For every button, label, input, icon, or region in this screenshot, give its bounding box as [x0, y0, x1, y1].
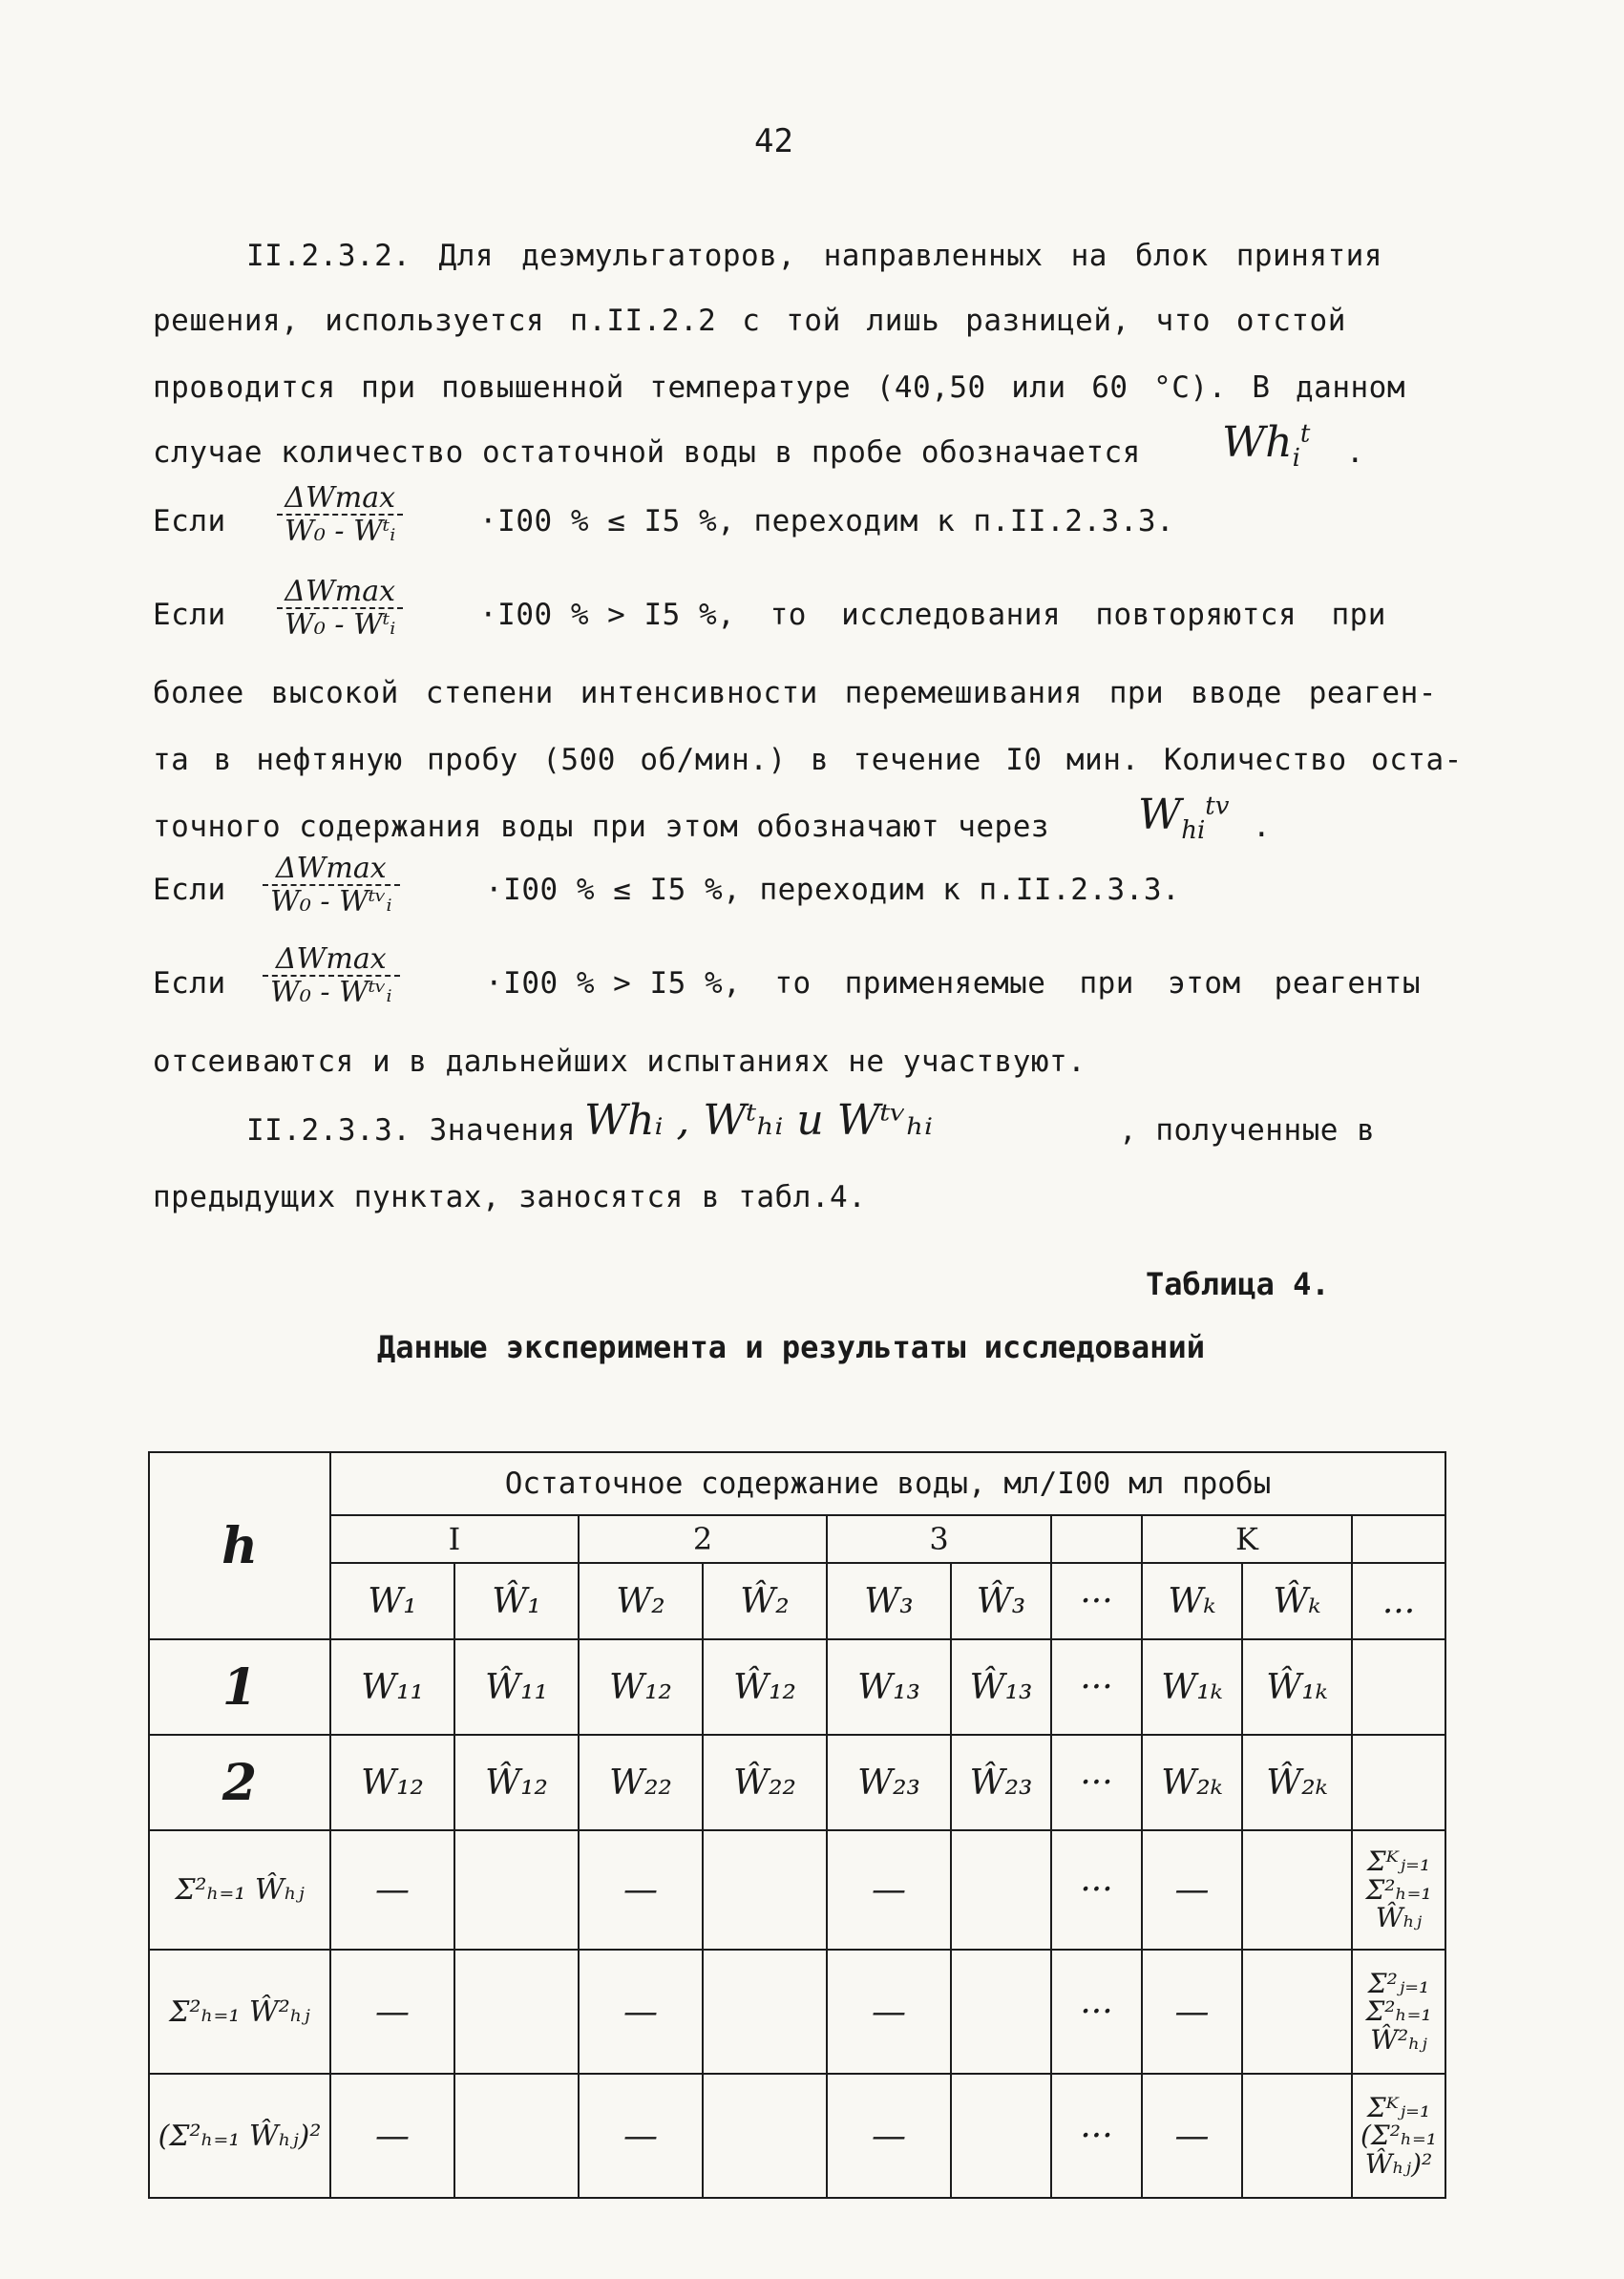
table-cell — [703, 1830, 827, 1950]
paragraph-line-14: предыдущих пунктах, заносятся в табл.4. — [153, 1180, 867, 1214]
table-cell: W₁₂ — [579, 1639, 703, 1735]
table-cell: W₂ₖ — [1142, 1735, 1242, 1830]
table-header-row-1 — [149, 1452, 1445, 1515]
table-cell: ··· — [1051, 1639, 1142, 1735]
table-cell — [703, 1950, 827, 2074]
table-row-square-of-sum — [149, 2074, 1445, 2198]
table-cell: Ŵ₂₂ — [703, 1735, 827, 1830]
group-header: I — [330, 1515, 579, 1563]
group-header: 3 — [827, 1515, 1051, 1563]
paragraph-line-4: случае количество остаточной воды в пробе обозначается — [153, 435, 1141, 470]
formula-4-rest: ·I00 % > I5 %, то применяемые при этом реагенты — [485, 966, 1421, 1001]
table-cell — [951, 2074, 1051, 2198]
paragraph-line-3: проводится при повышенной температуре (40,50 или 60 °С). В данном — [153, 370, 1405, 405]
table-cell: — — [1142, 2074, 1242, 2198]
table-cell — [1352, 1735, 1445, 1830]
table-label: Таблица 4. — [1146, 1266, 1330, 1302]
sub-header: W₁ — [330, 1563, 454, 1639]
table-cell — [1242, 2074, 1352, 2198]
fraction-2: ΔWmax W₀ - Wᵗᵢ — [277, 576, 403, 641]
table-cell: ··· — [1051, 1830, 1142, 1950]
table-cell: W₂₂ — [579, 1735, 703, 1830]
row-label: (Σ²ₕ₌₁ Ŵₕⱼ)² — [149, 2074, 330, 2198]
table-cell: Ŵ₁ₖ — [1242, 1639, 1352, 1735]
sub-header: Ŵ₂ — [703, 1563, 827, 1639]
formula-values: Whᵢ , Wᵗₕᵢ и Wᵗᵛₕᵢ — [584, 1096, 933, 1145]
row-label: 1 — [149, 1639, 330, 1735]
sub-header: Ŵₖ — [1242, 1563, 1352, 1639]
table-header-row-3 — [149, 1563, 1445, 1639]
paragraph-line-12: отсеиваются и в дальнейших испытаниях не участвуют. — [153, 1045, 1086, 1079]
table-row-2 — [149, 1735, 1445, 1830]
row-label: Σ²ₕ₌₁ Ŵₕⱼ — [149, 1830, 330, 1950]
esli-1: Если — [153, 504, 226, 538]
esli-2: Если — [153, 598, 226, 632]
table-cell: — — [330, 1950, 454, 2074]
table-cell: W₁ₖ — [1142, 1639, 1242, 1735]
table-cell — [951, 1950, 1051, 2074]
table-cell — [454, 1830, 579, 1950]
table-cell: Ŵ₁₂ — [703, 1639, 827, 1735]
table-cell: W₁₂ — [330, 1735, 454, 1830]
group-header — [1352, 1515, 1445, 1563]
table-title: Данные эксперимента и результаты исследований — [377, 1329, 1205, 1365]
sub-header: W₂ — [579, 1563, 703, 1639]
fraction-3: ΔWmax W₀ - Wᵗᵛᵢ — [263, 853, 400, 918]
fraction-4: ΔWmax W₀ - Wᵗᵛᵢ — [263, 943, 400, 1008]
table-cell: — — [827, 1950, 951, 2074]
table-cell: ··· — [1051, 1735, 1142, 1830]
formula-w-h-i-t: $Wh_i^t$ — [1222, 418, 1311, 473]
paragraph-line-8: та в нефтяную пробу (500 об/мин.) в течение I0 мин. Количество оста- — [153, 743, 1463, 777]
table-cell — [703, 2074, 827, 2198]
table-cell: — — [330, 1830, 454, 1950]
line-9-period: . — [1253, 810, 1272, 844]
sub-header: Ŵ₃ — [951, 1563, 1051, 1639]
table-cell — [454, 1950, 579, 2074]
table-cell — [454, 2074, 579, 2198]
sub-header: Ŵ₁ — [454, 1563, 579, 1639]
sub-header: Wₖ — [1142, 1563, 1242, 1639]
paragraph-line-7: более высокой степени интенсивности перемешивания при вводе реаген- — [153, 676, 1437, 710]
group-header: K — [1142, 1515, 1352, 1563]
table-cell: Σᴷⱼ₌₁ (Σ²ₕ₌₁ Ŵₕⱼ)² — [1352, 2074, 1445, 2198]
table-cell: Σᴷⱼ₌₁ Σ²ₕ₌₁ Ŵₕⱼ — [1352, 1830, 1445, 1950]
paragraph-line-1: II.2.3.2. Для деэмульгаторов, направленных на блок принятия — [246, 239, 1382, 273]
sub-header: ··· — [1051, 1563, 1142, 1639]
row-label: 2 — [149, 1735, 330, 1830]
esli-4: Если — [153, 966, 226, 1001]
paragraph-line-2: решения, используется п.II.2.2 с той лишь разницей, что отстой — [153, 304, 1346, 338]
table-cell — [951, 1830, 1051, 1950]
formula-2-rest: ·I00 % > I5 %, то исследования повторяются при — [479, 598, 1386, 632]
table-cell: Ŵ₂ₖ — [1242, 1735, 1352, 1830]
table-cell: ··· — [1051, 2074, 1142, 2198]
table-row-1 — [149, 1639, 1445, 1735]
table-cell: — — [330, 2074, 454, 2198]
row-header-h: h — [149, 1452, 330, 1639]
table-row-sum-squares — [149, 1950, 1445, 2074]
group-header: 2 — [579, 1515, 827, 1563]
table-cell: — — [1142, 1830, 1242, 1950]
formula-1-rest: ·I00 % ≤ I5 %, переходим к п.II.2.3.3. — [479, 504, 1175, 538]
table-row-sum — [149, 1830, 1445, 1950]
group-header — [1051, 1515, 1142, 1563]
table-cell — [1242, 1950, 1352, 2074]
table-cell: — — [579, 2074, 703, 2198]
esli-3: Если — [153, 873, 226, 907]
table-cell: — — [579, 1830, 703, 1950]
paragraph-line-13: II.2.3.3. Значения — [246, 1113, 576, 1148]
formula-3-rest: ·I00 % ≤ I5 %, переходим к п.II.2.3.3. — [485, 873, 1181, 907]
table-cell: — — [1142, 1950, 1242, 2074]
table-cell: Σ²ⱼ₌₁ Σ²ₕ₌₁ Ŵ²ₕⱼ — [1352, 1950, 1445, 2074]
table-cell: Ŵ₂₃ — [951, 1735, 1051, 1830]
table-cell: Ŵ₁₁ — [454, 1639, 579, 1735]
paragraph-line-9: точного содержания воды при этом обозначают через — [153, 810, 1050, 844]
table-cell — [1352, 1639, 1445, 1735]
line-13-end: , полученные в — [1119, 1113, 1376, 1148]
table-cell: W₁₃ — [827, 1639, 951, 1735]
table-cell: Ŵ₁₃ — [951, 1639, 1051, 1735]
main-header: Остаточное содержание воды, мл/I00 мл пробы — [330, 1452, 1445, 1515]
data-table — [148, 1451, 1446, 2199]
sub-header: W₃ — [827, 1563, 951, 1639]
row-label: Σ²ₕ₌₁ Ŵ²ₕⱼ — [149, 1950, 330, 2074]
table-cell: — — [579, 1950, 703, 2074]
table-cell: W₂₃ — [827, 1735, 951, 1830]
line-4-period: . — [1346, 435, 1365, 470]
table-cell: — — [827, 2074, 951, 2198]
table-cell: ··· — [1051, 1950, 1142, 2074]
table-cell: — — [827, 1830, 951, 1950]
table-cell: W₁₁ — [330, 1639, 454, 1735]
page-number: 42 — [754, 122, 793, 160]
table-cell — [1242, 1830, 1352, 1950]
sub-header: ... — [1352, 1563, 1445, 1639]
fraction-1: ΔWmax W₀ - Wᵗᵢ — [277, 482, 403, 547]
table-cell: Ŵ₁₂ — [454, 1735, 579, 1830]
formula-w-hi-tv: $W_{hi}^{tv}$ — [1138, 791, 1230, 845]
table-header-row-2 — [149, 1515, 1445, 1563]
